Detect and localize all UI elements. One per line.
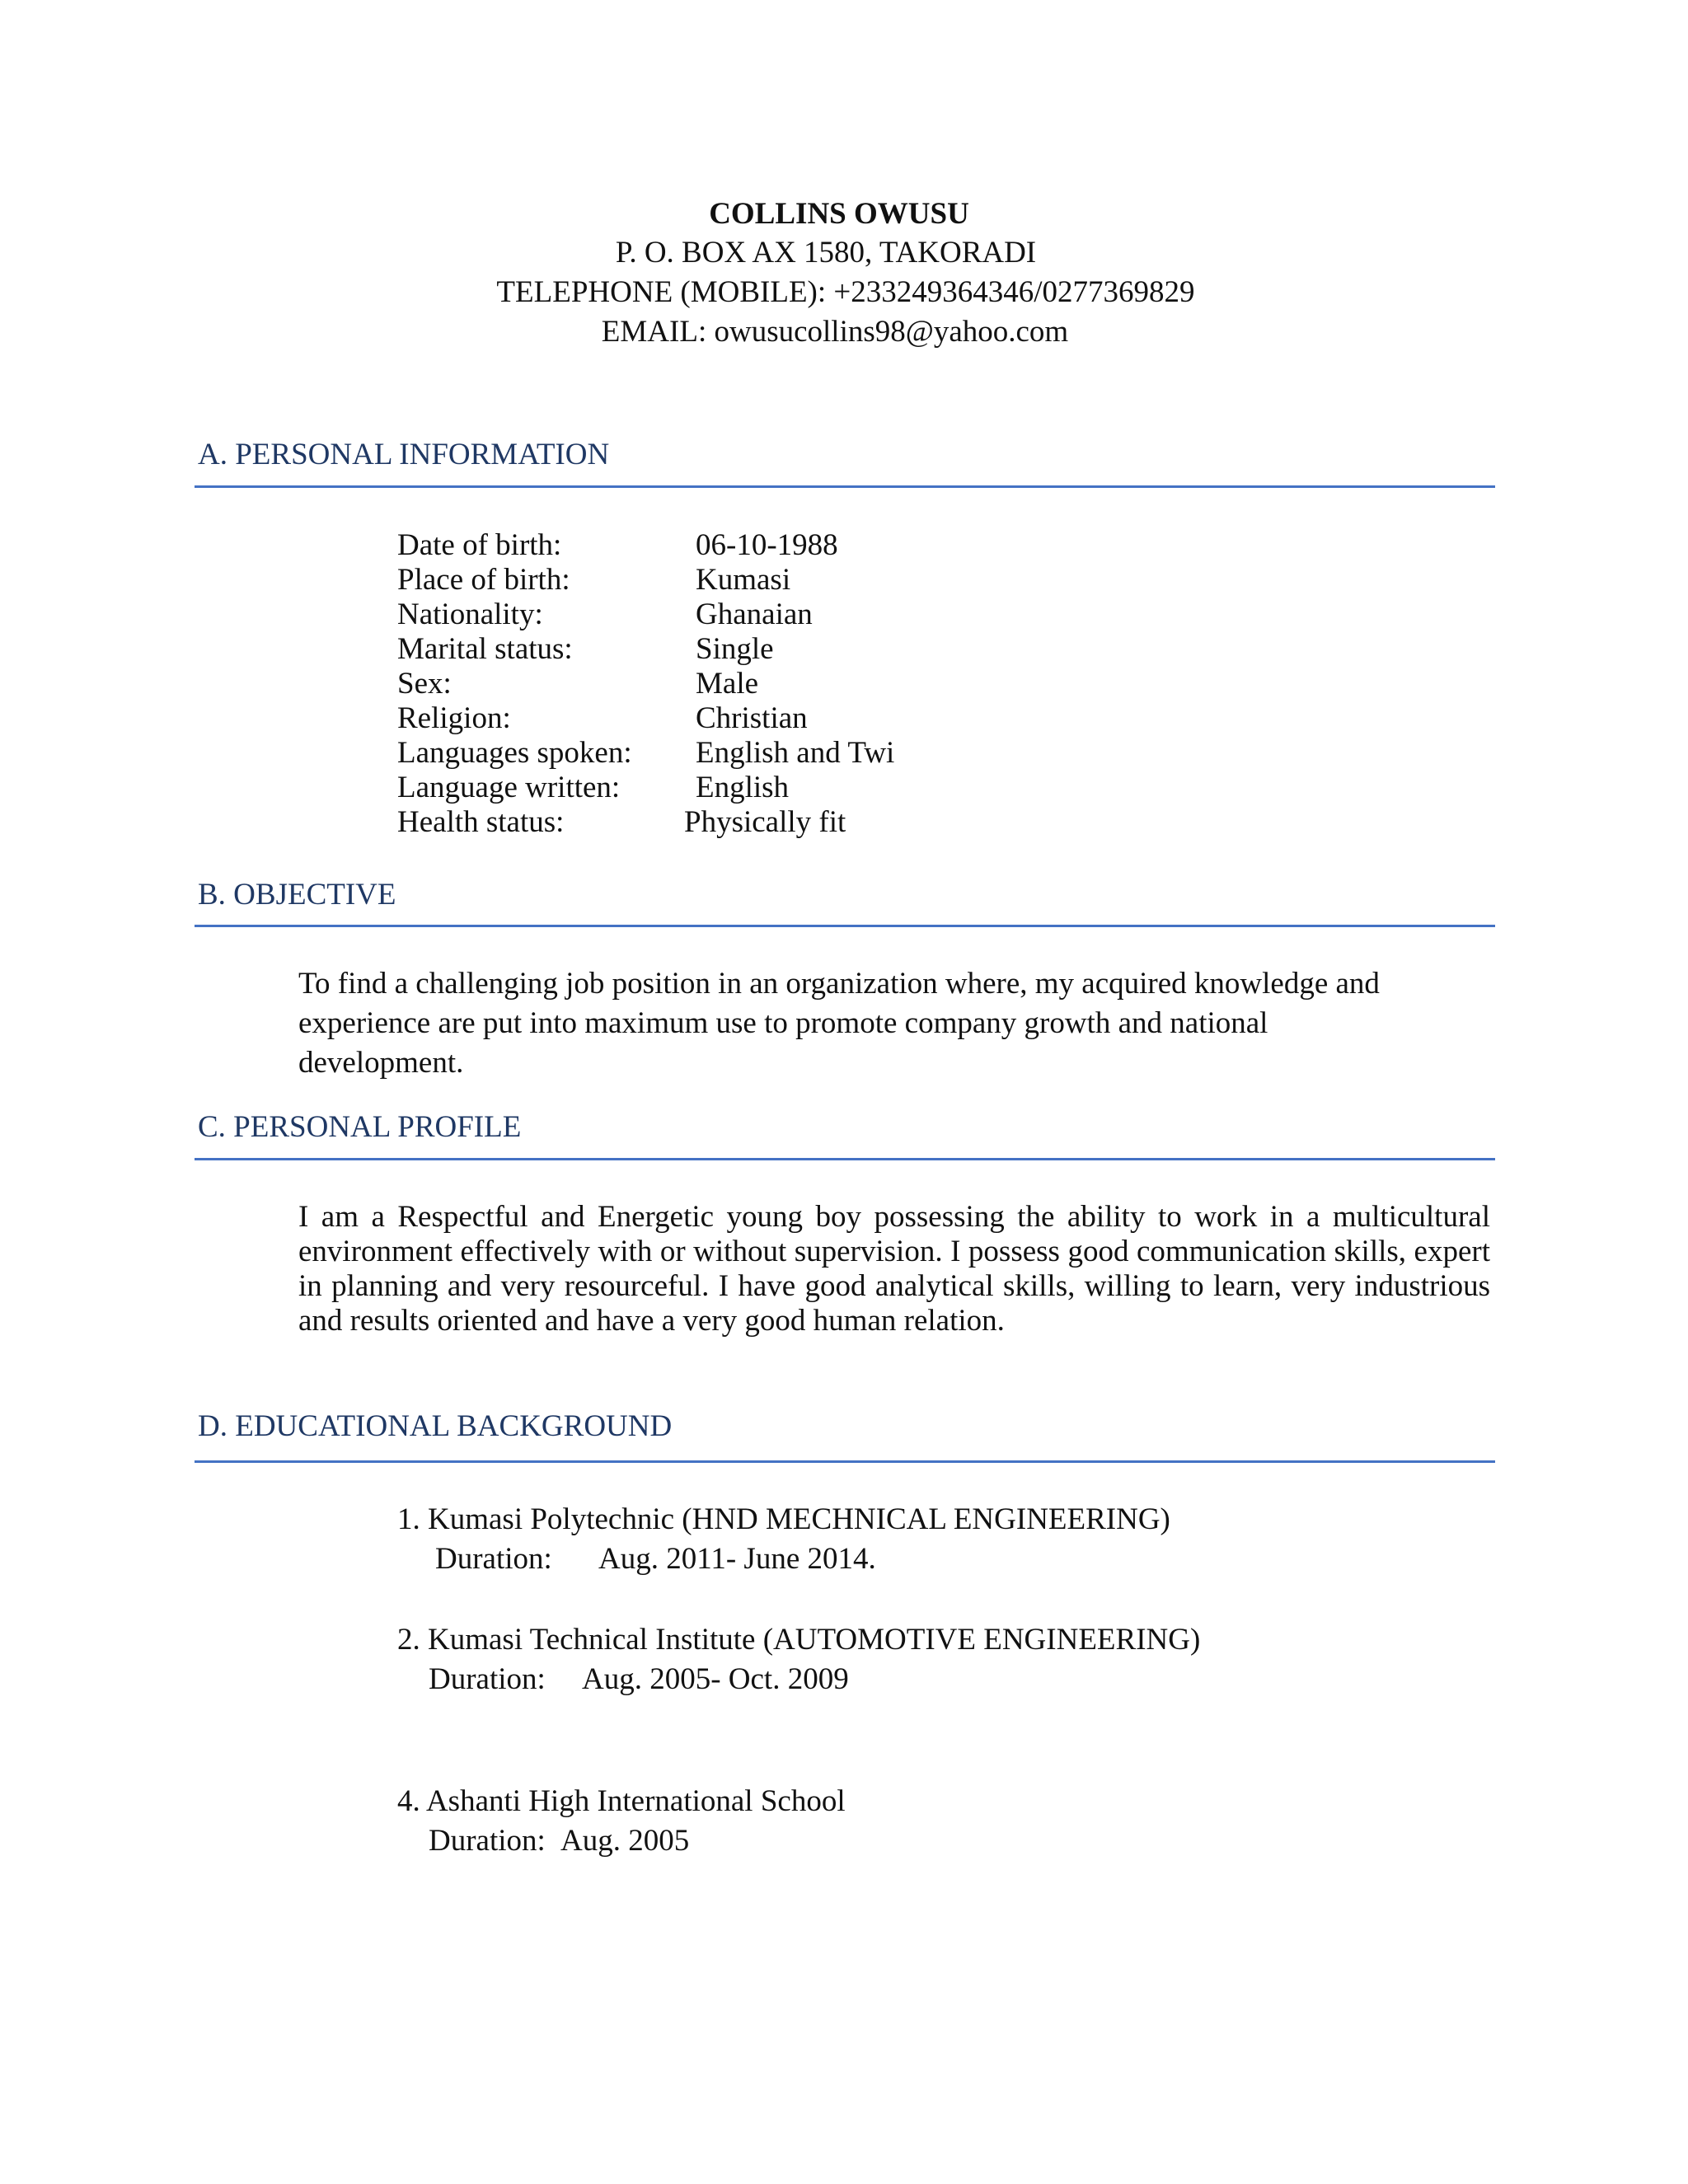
education-duration-label: Duration: <box>429 1662 546 1696</box>
email-line: EMAIL: owusucollins98@yahoo.com <box>601 315 1069 349</box>
section-title-objective: B. OBJECTIVE <box>198 878 396 912</box>
personal-info-label: Sex: <box>397 667 452 701</box>
education-school: 1. Kumasi Polytechnic (HND MECHNICAL ENGINEERING) <box>397 1502 1170 1536</box>
section-title-educational-background: D. EDUCATIONAL BACKGROUND <box>198 1409 673 1443</box>
address-line: P. O. BOX AX 1580, TAKORADI <box>615 236 1037 269</box>
section-divider <box>195 1460 1495 1463</box>
personal-info-value: Physically fit <box>684 805 846 839</box>
personal-info-value: Kumasi <box>696 563 791 597</box>
personal-info-label: Nationality: <box>397 598 543 631</box>
personal-info-label: Languages spoken: <box>397 736 632 770</box>
resume-name: COLLINS OWUSU <box>709 197 969 231</box>
personal-info-label: Religion: <box>397 701 511 735</box>
personal-info-value: English and Twi <box>696 736 895 770</box>
personal-info-label: Marital status: <box>397 632 573 666</box>
personal-info-value: Male <box>696 667 759 701</box>
personal-info-value: Christian <box>696 701 808 735</box>
personal-info-value: Ghanaian <box>696 598 813 631</box>
education-school: 2. Kumasi Technical Institute (AUTOMOTIVE ENGINEERING) <box>397 1623 1201 1657</box>
section-title-personal-information: A. PERSONAL INFORMATION <box>198 438 610 471</box>
personal-info-value: 06-10-1988 <box>696 528 838 562</box>
section-divider <box>195 925 1495 927</box>
education-duration: Aug. 2011- June 2014. <box>598 1542 876 1576</box>
section-divider <box>195 1158 1495 1160</box>
personal-info-label: Health status: <box>397 805 565 839</box>
section-title-personal-profile: C. PERSONAL PROFILE <box>198 1110 522 1144</box>
education-duration-label: Duration: <box>435 1542 552 1576</box>
section-divider <box>195 485 1495 488</box>
education-duration-label: Duration: <box>429 1824 546 1858</box>
personal-info-label: Date of birth: <box>397 528 562 562</box>
education-school: 4. Ashanti High International School <box>397 1784 846 1818</box>
education-duration: Aug. 2005 <box>560 1824 690 1858</box>
profile-text: I am a Respectful and Energetic young boy possessing the ability to work in a multicultural environment effectively with or without supervision. I possess good communication skills, expert in planning and very resourceful. I have good analytical skills, willing to learn, very industrious and results oriented and have a very good human relation. <box>298 1200 1490 1338</box>
objective-text: To find a challenging job position in an organization where, my acquired knowledge and experience are put into maximum use to promote company growth and national development. <box>298 967 1380 1080</box>
personal-info-label: Place of birth: <box>397 563 570 597</box>
personal-info-value: Single <box>696 632 774 666</box>
personal-info-label: Language written: <box>397 771 621 804</box>
education-duration: Aug. 2005- Oct. 2009 <box>582 1662 849 1696</box>
telephone-line: TELEPHONE (MOBILE): +233249364346/0277369829 <box>496 275 1195 309</box>
personal-info-value: English <box>696 771 790 804</box>
